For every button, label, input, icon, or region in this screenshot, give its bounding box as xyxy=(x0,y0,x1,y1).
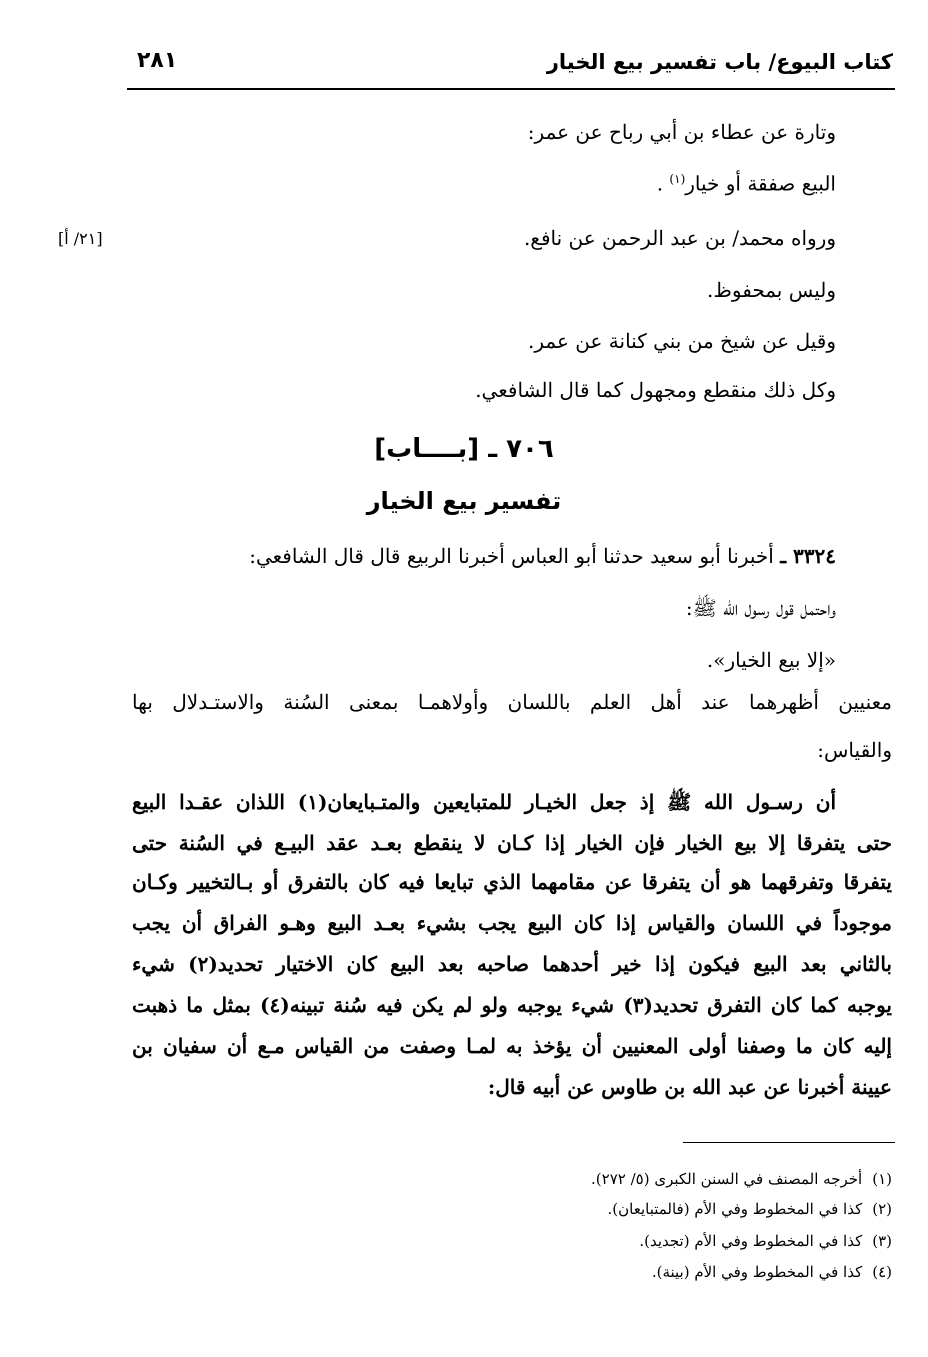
hadith-intro-line xyxy=(249,546,836,566)
running-header xyxy=(127,42,895,90)
text-line: معنيين أظهرهما عند أهل العلم باللسان وأولاهمـا بمعنى السُنة والاستـدلال بها xyxy=(132,690,892,714)
text-line: ورواه محمد/ بن عبد الرحمن عن نافع. xyxy=(523,226,836,250)
hadith-text: البيع صفقة أو خيار xyxy=(685,171,836,196)
footnote-text: كذا في المخطوط وفي الأم (بينة). xyxy=(651,1263,863,1281)
chapter-title: تفسير بيع الخيار xyxy=(366,487,562,515)
page-number: ٢٨١ xyxy=(137,48,178,73)
body-line: يوجبه كما كان التفرق تحديد(٣) شيء يوجبه ولو لم يكن فيه سُنة تبينه(٤) بمثل ما ذهبت xyxy=(132,993,892,1017)
hadith-number: ٣٣٢٤ ـ xyxy=(780,544,836,568)
hadith-isnad: أخبرنا أبو سعيد حدثنا أبو العباس أخبرنا الربيع قال قال الشافعي: xyxy=(249,544,774,568)
text-line: واحتمل قول رسول الله ﷺ: xyxy=(685,596,836,620)
text-line: وتارة عن عطاء بن أبي رباح عن عمر: xyxy=(527,120,836,144)
text-line xyxy=(657,173,836,194)
body-line: إليه كان ما وصفنا أولى المعنيين أن يؤخذ به لمـا وصفت من القياس مـع أن سفيان بن xyxy=(132,1034,892,1058)
text-line: وليس بمحفوظ. xyxy=(707,278,836,302)
footnote-separator xyxy=(683,1142,895,1143)
footnote-text: كذا في المخطوط وفي الأم (فالمتبايعان). xyxy=(607,1200,863,1218)
footnote xyxy=(608,1200,893,1218)
text-line: «إلا بيع الخيار». xyxy=(706,648,836,672)
footnote-text: أخرجه المصنف في السنن الكبرى (٥/ ٢٧٢). xyxy=(591,1170,863,1188)
chapter-number: ٧٠٦ ـ [بــــاب] xyxy=(374,434,554,464)
body-line: عيينة أخبرنا عن عبد الله بن طاوس عن أبيه قال: xyxy=(487,1075,892,1099)
body-line: موجوداً في اللسان والقياس إذا كان البيع يجب بشيء بعـد البيع وهـو الفراق أن يجب xyxy=(132,911,892,935)
footnote xyxy=(591,1170,892,1188)
footnote-number: (٤) xyxy=(872,1263,892,1281)
footnote xyxy=(639,1232,892,1250)
text-line: والقياس: xyxy=(817,738,892,762)
body-line: يتفرقا وتفرقهما هو أن يتفرقا عن مقامهما الذي تبايعا فيه كان بالتفرق أو بـالتخيير وكـان xyxy=(132,870,892,894)
running-title: كتاب البيوع/ باب تفسير بيع الخيار xyxy=(546,50,893,74)
body-line: أن رسـول الله ﷺ إذ جعل الخيـار للمتبايعين والمتـبايعان(١) اللذان عقـدا البيع xyxy=(132,790,836,814)
footnote-text: كذا في المخطوط وفي الأم (تجديد). xyxy=(639,1232,863,1250)
footnote-number: (٢) xyxy=(872,1200,892,1218)
text-line: وكل ذلك منقطع ومجهول كما قال الشافعي. xyxy=(475,378,836,402)
footnote-ref: (١) xyxy=(669,172,686,186)
footnote-number: (١) xyxy=(872,1170,892,1188)
text-line: وقيل عن شيخ من بني كنانة عن عمر. xyxy=(528,329,836,353)
body-line: حتى يتفرقا إلا بيع الخيار فإن الخيار إذا كـان لا ينقطع بعـد عقد البيـع في السُنة حتى xyxy=(132,831,892,855)
footnote xyxy=(652,1263,892,1281)
body-line: بالثاني بعد البيع فيكون إذا خير أحدهما صاحبه بعد البيع كان الاختيار تحديد(٢) شيء xyxy=(132,952,892,976)
punctuation: . xyxy=(656,171,664,196)
manuscript-folio-note: [٢١/ أ] xyxy=(58,229,103,248)
footnote-number: (٣) xyxy=(872,1232,892,1250)
